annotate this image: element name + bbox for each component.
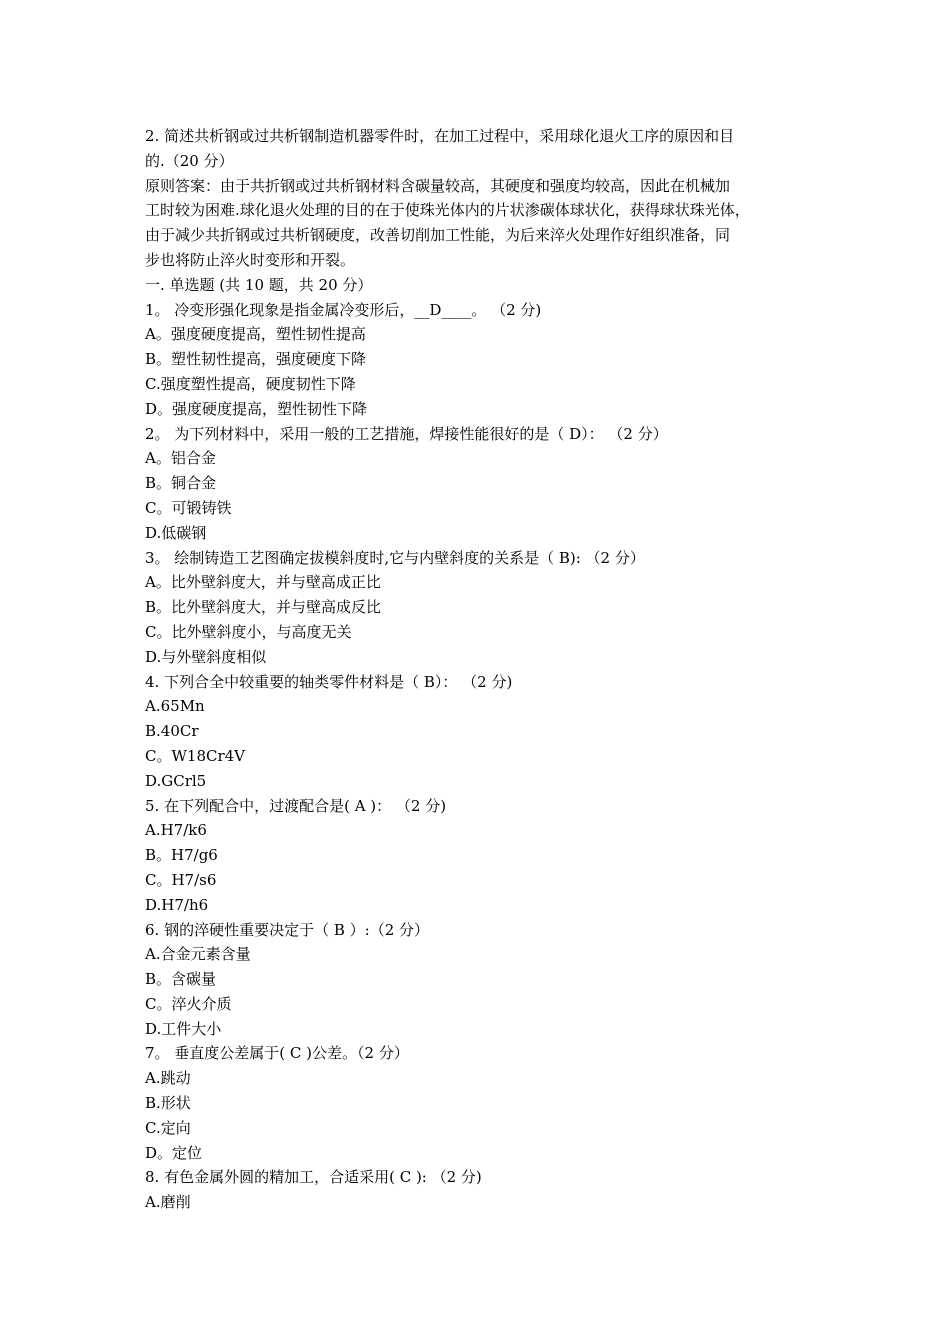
question-stem: 1。 冷变形强化现象是指金属冷变形后，__D____。 （2 分) <box>145 300 542 319</box>
option-c: C。可锻铸铁 <box>145 498 232 517</box>
option-d: D.低碳钢 <box>145 523 207 542</box>
option-a: A。铝合金 <box>145 449 216 468</box>
option-a: A.跳动 <box>145 1069 191 1088</box>
option-a: A。比外壁斜度大，并与壁高成正比 <box>145 573 381 592</box>
option-c: C.强度塑性提高，硬度韧性下降 <box>145 374 356 393</box>
essay-answer <box>145 174 820 273</box>
question-7 <box>145 1041 820 1165</box>
option-c: C。H7/s6 <box>145 870 217 889</box>
question-6 <box>145 918 820 1042</box>
option-b: B。含碳量 <box>145 970 217 989</box>
option-a: A.合金元素含量 <box>145 945 251 964</box>
option-c: C。W18Cr4V <box>145 746 246 765</box>
question-stem: 2。 为下列材料中，采用一般的工艺措施，焊接性能很好的是（ D）： （2 分） <box>145 424 668 443</box>
question-4 <box>145 670 820 794</box>
essay-answer-line-2: 工时较为困难.球化退火处理的目的在于使珠光体内的片状渗碳体球状化，获得球状珠光体， <box>145 201 750 220</box>
option-d: D.H7/h6 <box>145 895 209 914</box>
question-stem: 7。 垂直度公差属于( C )公差。（2 分） <box>145 1044 409 1063</box>
option-b: B.形状 <box>145 1094 191 1113</box>
option-c: C.定向 <box>145 1118 191 1137</box>
option-a: A。强度硬度提高，塑性韧性提高 <box>145 325 366 344</box>
essay-question-line-1: 2. 简述共析钢或过共析钢制造机器零件时，在加工过程中，采用球化退火工序的原因和目 <box>145 127 735 145</box>
section-heading: 一. 单选题 (共 10 题，共 20 分） <box>145 275 373 294</box>
question-stem: 8. 有色金属外圆的精加工，合适采用( C ): （2 分) <box>145 1168 482 1187</box>
essay-question-line-2: 的.（20 分） <box>145 151 234 170</box>
option-d: D.与外壁斜度相似 <box>145 647 267 666</box>
option-a: A.磨削 <box>145 1193 191 1212</box>
question-2 <box>145 422 820 546</box>
document-body <box>145 124 820 1215</box>
question-5 <box>145 794 820 918</box>
question-stem: 3。 绘制铸造工艺图确定拔模斜度时,它与内壁斜度的关系是（ B): （2 分） <box>145 548 645 567</box>
essay-question <box>145 124 820 174</box>
option-b: B。铜合金 <box>145 474 217 493</box>
question-stem: 4. 下列合全中较重要的轴类零件材料是（ B）： （2 分) <box>145 672 513 691</box>
question-stem: 6. 钢的淬硬性重要决定于（ B ）:（2 分） <box>145 920 430 939</box>
essay-answer-line-4: 步也将防止淬火时变形和开裂。 <box>145 250 356 269</box>
essay-answer-line-3: 由于减少共折钢或过共析钢硬度，改善切削加工性能，为后来淬火处理作好组织准备，同 <box>145 226 731 245</box>
question-8 <box>145 1165 820 1215</box>
question-1 <box>145 298 820 422</box>
option-d: D。强度硬度提高，塑性韧性下降 <box>145 399 368 418</box>
option-d: D.工件大小 <box>145 1019 222 1038</box>
option-a: A.H7/k6 <box>145 821 207 840</box>
question-stem: 5. 在下列配合中，过渡配合是( A )： （2 分) <box>145 796 447 815</box>
option-c: C。淬火介质 <box>145 994 232 1013</box>
option-c: C。比外壁斜度小，与高度无关 <box>145 622 352 641</box>
option-d: D。定位 <box>145 1143 203 1162</box>
option-b: B。H7/g6 <box>145 846 218 865</box>
option-b: B。比外壁斜度大，并与壁高成反比 <box>145 598 382 617</box>
option-a: A.65Mn <box>145 697 205 716</box>
option-b: B。塑性韧性提高，强度硬度下降 <box>145 350 367 369</box>
essay-answer-line-1: 原则答案：由于共折钢或过共析钢材料含碳量较高，其硬度和强度均较高，因此在机械加 <box>145 176 731 195</box>
option-b: B.40Cr <box>145 722 199 741</box>
option-d: D.GCrl5 <box>145 771 207 790</box>
question-3 <box>145 546 820 670</box>
